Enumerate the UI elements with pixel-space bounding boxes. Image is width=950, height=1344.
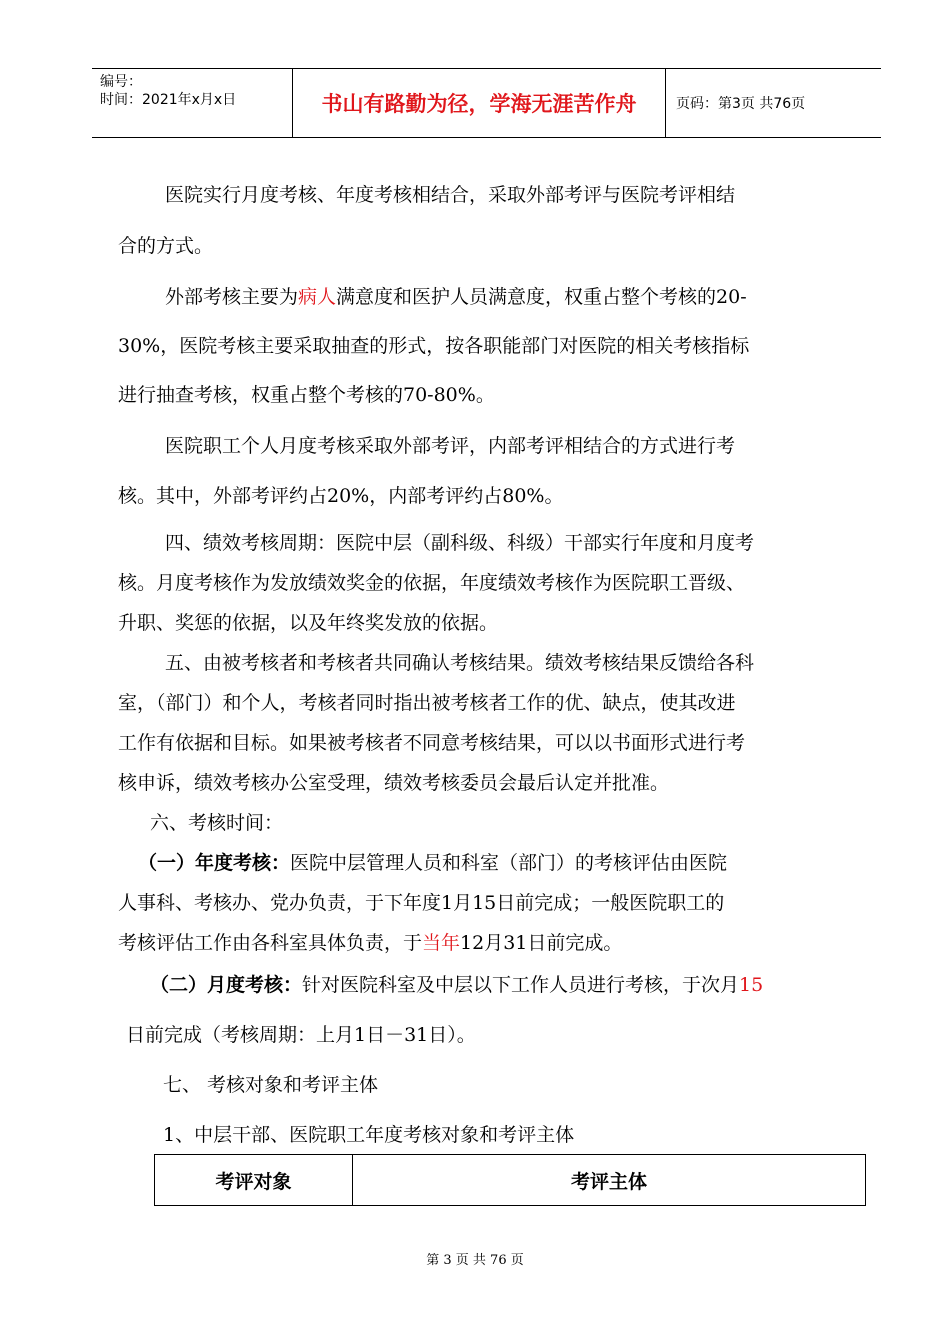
- text-line: 合的方式。: [118, 235, 214, 257]
- text-line: [118, 928, 622, 955]
- text-line: 30%，医院考核主要采取抽查的形式，按各职能部门对医院的相关考核指标: [118, 335, 750, 357]
- page-header: [92, 68, 881, 138]
- text-line: 医院职工个人月度考核采取外部考评，内部考评相结合的方式进行考: [165, 435, 736, 457]
- bold-label: （一）年度考核：: [138, 852, 291, 874]
- text-line: 核。月度考核作为发放绩效奖金的依据，年度绩效考核作为医院职工晋级、: [118, 572, 746, 594]
- text-span: 满意度和医护人员满意度，权重占整个考核的20-: [336, 286, 747, 308]
- text-line: 日前完成（考核周期：上月1日－31日）。: [126, 1024, 476, 1046]
- table-row: [155, 1155, 866, 1206]
- text-line: 五、由被考核者和考核者共同确认考核结果。绩效考核结果反馈给各科: [165, 652, 755, 674]
- header-motto: 书山有路勤为径，学海无涯苦作舟: [293, 69, 666, 137]
- text-span: 针对医院科室及中层以下工作人员进行考核，于次月: [302, 974, 740, 996]
- header-page-info: 页码：第3页 共76页: [676, 96, 806, 112]
- evaluation-table: [154, 1154, 866, 1206]
- text-line: 核申诉，绩效考核办公室受理，绩效考核委员会最后认定并批准。: [118, 772, 670, 794]
- text-line: [165, 282, 747, 309]
- text-line: 核。其中，外部考评约占20%，内部考评约占80%。: [118, 485, 564, 507]
- header-meta: [92, 69, 293, 137]
- text-line: 升职、奖惩的依据，以及年终奖发放的依据。: [118, 612, 499, 634]
- number-label: 编号：: [100, 74, 142, 90]
- text-line: 工作有依据和目标。如果被考核者不同意考核结果，可以以书面形式进行考: [118, 732, 746, 754]
- bold-label: （二）月度考核：: [150, 974, 303, 996]
- text-span: 外部考核主要为: [165, 286, 299, 308]
- text-line: [150, 970, 763, 997]
- text-span: 考核评估工作由各科室具体负责，于: [118, 932, 423, 954]
- text-line: 四、绩效考核周期：医院中层（副科级、科级）干部实行年度和月度考: [165, 532, 755, 554]
- table-header-cell: 考评主体: [353, 1155, 866, 1206]
- highlight-text: 15: [739, 974, 764, 996]
- section-heading: 七、 考核对象和考评主体: [163, 1074, 379, 1096]
- text-line: 人事科、考核办、党办负责，于下年度1月15日前完成；一般医院职工的: [118, 892, 725, 914]
- text-line: [138, 848, 727, 875]
- text-line: 进行抽查考核，权重占整个考核的70-80%。: [118, 384, 495, 406]
- table-header-cell: 考评对象: [155, 1155, 353, 1206]
- time-label: 时间：2021年x月x日: [100, 92, 237, 108]
- subsection-heading: 1、中层干部、医院职工年度考核对象和考评主体: [163, 1124, 575, 1146]
- section-heading: 六、考核时间：: [150, 812, 284, 834]
- text-span: 12月31日前完成。: [460, 932, 623, 954]
- highlight-text: 当年: [422, 932, 461, 954]
- page-footer: 第 3 页 共 76 页: [426, 1253, 524, 1268]
- text-line: 室，（部门）和个人，考核者同时指出被考核者工作的优、缺点，使其改进: [118, 692, 736, 714]
- highlight-text: 病人: [298, 286, 337, 308]
- text-span: 医院中层管理人员和科室（部门）的考核评估由医院: [290, 852, 728, 874]
- text-line: 医院实行月度考核、年度考核相结合，采取外部考评与医院考评相结: [165, 184, 736, 206]
